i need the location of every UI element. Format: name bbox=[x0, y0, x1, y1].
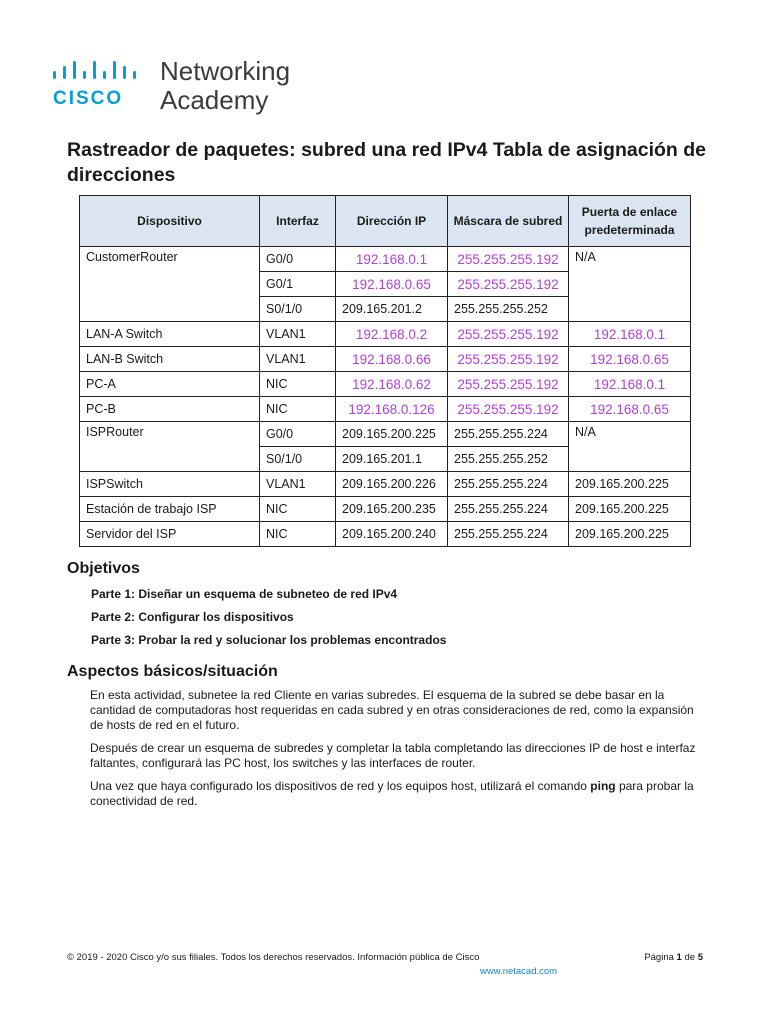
paragraph-text: Una vez que haya configurado los dispositivos de red y los equipos host, utilizará el comando bbox=[90, 779, 591, 793]
paragraph-text: para probar la conectividad de red. bbox=[90, 779, 694, 808]
cisco-wordmark: CISCO bbox=[53, 88, 124, 109]
background-text bbox=[90, 688, 710, 817]
ip-cell: 209.165.201.1 bbox=[336, 447, 448, 472]
col-mask: Máscara de subred bbox=[448, 196, 569, 247]
paragraph bbox=[90, 779, 710, 809]
device-cell: ISPSwitch bbox=[80, 472, 260, 497]
objectives-heading: Objetivos bbox=[67, 560, 140, 577]
mask-cell: 255.255.255.192 bbox=[448, 347, 569, 372]
page-number bbox=[644, 952, 703, 963]
background-heading: Aspectos básicos/situación bbox=[67, 663, 278, 680]
interface-cell: NIC bbox=[260, 397, 336, 422]
interface-cell: S0/1/0 bbox=[260, 297, 336, 322]
objective-item: Parte 1: Diseñar un esquema de subneteo de red IPv4 bbox=[91, 587, 398, 601]
gateway-cell: N/A bbox=[569, 247, 691, 322]
page-label: Página bbox=[644, 952, 674, 963]
mask-cell: 255.255.255.224 bbox=[448, 472, 569, 497]
table-row bbox=[80, 422, 691, 447]
gateway-cell: N/A bbox=[569, 422, 691, 472]
table-row bbox=[80, 347, 691, 372]
ip-cell: 192.168.0.62 bbox=[336, 372, 448, 397]
table-row bbox=[80, 247, 691, 272]
cisco-bars-icon bbox=[53, 61, 149, 83]
interface-cell: NIC bbox=[260, 372, 336, 397]
interface-cell: G0/0 bbox=[260, 422, 336, 447]
device-cell: CustomerRouter bbox=[80, 247, 260, 322]
mask-cell: 255.255.255.192 bbox=[448, 247, 569, 272]
ip-cell: 209.165.200.226 bbox=[336, 472, 448, 497]
table-row bbox=[80, 497, 691, 522]
objective-item: Parte 2: Configurar los dispositivos bbox=[91, 610, 294, 624]
logo-academy-text: Academy bbox=[160, 85, 269, 115]
objectives-list bbox=[91, 587, 446, 656]
mask-cell: 255.255.255.192 bbox=[448, 372, 569, 397]
copyright-text: © 2019 - 2020 Cisco y/o sus filiales. Todos los derechos reservados. Información pública de Cisco bbox=[67, 952, 480, 963]
device-cell: Estación de trabajo ISP bbox=[80, 497, 260, 522]
logo-networking-text: Networking bbox=[160, 56, 291, 86]
mask-cell: 255.255.255.224 bbox=[448, 422, 569, 447]
cisco-networking-academy-logo bbox=[53, 57, 313, 117]
device-cell: ISPRouter bbox=[80, 422, 260, 472]
ip-cell: 192.168.0.66 bbox=[336, 347, 448, 372]
mask-cell: 255.255.255.224 bbox=[448, 497, 569, 522]
paragraph: Después de crear un esquema de subredes y completar la tabla completando las direcciones IP de host e interfaz faltantes, configurará las PC host, los switches y las interfaces de router. bbox=[90, 741, 696, 770]
gateway-cell: 192.168.0.65 bbox=[569, 347, 691, 372]
gateway-cell: 192.168.0.65 bbox=[569, 397, 691, 422]
gateway-cell: 209.165.200.225 bbox=[569, 472, 691, 497]
table-row bbox=[80, 322, 691, 347]
ip-cell: 209.165.200.235 bbox=[336, 497, 448, 522]
ip-cell: 192.168.0.126 bbox=[336, 397, 448, 422]
device-cell: LAN-B Switch bbox=[80, 347, 260, 372]
col-ip: Dirección IP bbox=[336, 196, 448, 247]
interface-cell: G0/0 bbox=[260, 247, 336, 272]
netacad-link[interactable]: www.netacad.com bbox=[480, 966, 558, 977]
mask-cell: 255.255.255.252 bbox=[448, 297, 569, 322]
device-cell: PC-B bbox=[80, 397, 260, 422]
table-row bbox=[80, 522, 691, 547]
col-interface: Interfaz bbox=[260, 196, 336, 247]
mask-cell: 255.255.255.252 bbox=[448, 447, 569, 472]
ip-cell: 209.165.200.240 bbox=[336, 522, 448, 547]
table-row bbox=[80, 397, 691, 422]
ip-cell: 192.168.0.65 bbox=[336, 272, 448, 297]
table-header-row bbox=[80, 196, 691, 247]
objective-item: Parte 3: Probar la red y solucionar los problemas encontrados bbox=[91, 633, 447, 647]
ip-cell: 192.168.0.1 bbox=[336, 247, 448, 272]
interface-cell: VLAN1 bbox=[260, 472, 336, 497]
col-device: Dispositivo bbox=[80, 196, 260, 247]
gateway-cell: 192.168.0.1 bbox=[569, 372, 691, 397]
interface-cell: VLAN1 bbox=[260, 322, 336, 347]
mask-cell: 255.255.255.192 bbox=[448, 322, 569, 347]
mask-cell: 255.255.255.224 bbox=[448, 522, 569, 547]
gateway-cell: 192.168.0.1 bbox=[569, 322, 691, 347]
device-cell: LAN-A Switch bbox=[80, 322, 260, 347]
table-row bbox=[80, 372, 691, 397]
ip-cell: 192.168.0.2 bbox=[336, 322, 448, 347]
ping-command: ping bbox=[590, 779, 616, 793]
device-cell: PC-A bbox=[80, 372, 260, 397]
gateway-cell: 209.165.200.225 bbox=[569, 497, 691, 522]
ip-cell: 209.165.201.2 bbox=[336, 297, 448, 322]
page-current: 1 bbox=[676, 952, 682, 963]
interface-cell: S0/1/0 bbox=[260, 447, 336, 472]
mask-cell: 255.255.255.192 bbox=[448, 397, 569, 422]
mask-cell: 255.255.255.192 bbox=[448, 272, 569, 297]
device-cell: Servidor del ISP bbox=[80, 522, 260, 547]
ip-cell: 209.165.200.225 bbox=[336, 422, 448, 447]
table-row bbox=[80, 472, 691, 497]
page-title: Rastreador de paquetes: subred una red IPv4 Tabla de asignación de direcciones bbox=[67, 139, 706, 186]
page-total: 5 bbox=[697, 952, 703, 963]
interface-cell: NIC bbox=[260, 497, 336, 522]
gateway-cell: 209.165.200.225 bbox=[569, 522, 691, 547]
page-of: de bbox=[684, 952, 696, 963]
col-gateway: Puerta de enlace predeterminada bbox=[569, 196, 691, 247]
interface-cell: NIC bbox=[260, 522, 336, 547]
interface-cell: G0/1 bbox=[260, 272, 336, 297]
address-table bbox=[79, 195, 691, 547]
interface-cell: VLAN1 bbox=[260, 347, 336, 372]
paragraph: En esta actividad, subnetee la red Cliente en varias subredes. El esquema de la subred se debe basar en la cantidad de computadoras host requeridas en cada subred y en otras consideraciones de red, como la expansión de hosts de red en el futuro. bbox=[90, 688, 694, 732]
